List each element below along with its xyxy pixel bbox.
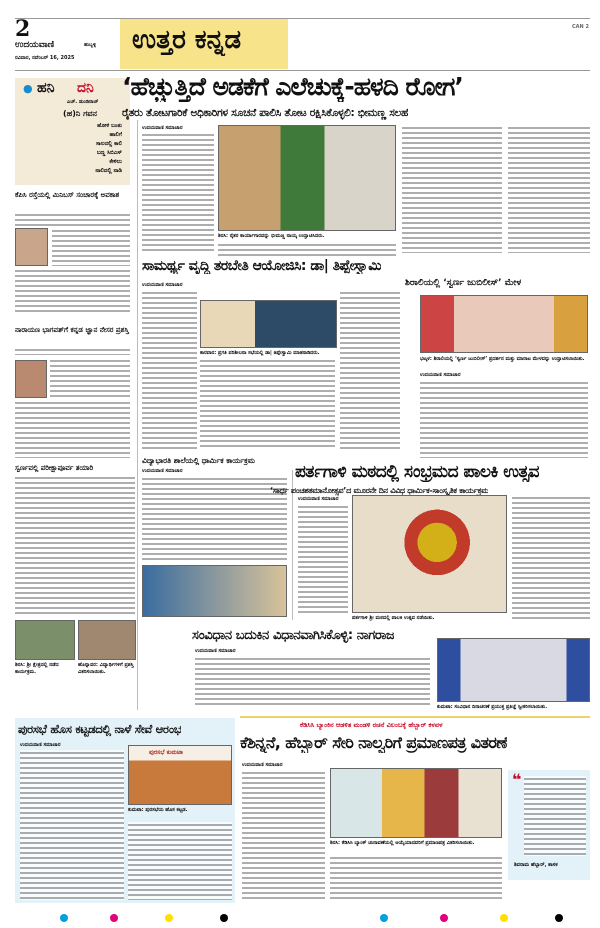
- caption: ಪರ್ತಗಾಳಿ ಶ್ರೀ ಮಠದಲ್ಲಿ ಪಾಲಕಿ ಉತ್ಸವ ನಡೆಯಿತು.: [352, 615, 435, 621]
- lead-subhead: ರೈತರು ತೋಟಗಾರಿಕೆ ಅಧಿಕಾರಿಗಳ ಸೂಚನೆ ಪಾಲಿಸಿ ತೋಟ ರಕ್ಷಿಸಿಕೊಳ್ಳಲಿ: ಭೀಮಣ್ಣ ಸಲಹೆ: [122, 107, 409, 119]
- byline: ಉದಯವಾಣಿ ಸಮಾಚಾರ: [142, 468, 183, 474]
- story5-headline: ಪರ್ತಗಾಳಿ ಮಠದಲ್ಲಿ ಸಂಭ್ರಮದ ಪಾಲಕಿ ಉತ್ಸವ: [295, 462, 540, 482]
- body-text: [420, 380, 588, 458]
- left-story-1-headline: ಕೆಪಿಸಿ ರಸ್ತೆಯಲ್ಲಿ ಮಿನಿಬಸ್ ಸಂಚಾರಕ್ಕೆ ಅವಕಾಶ: [15, 191, 120, 199]
- body-text: [330, 855, 502, 900]
- caption: ಕುಮಟಾ: ಪುರಸಭೆಯ ಹೊಸ ಕಟ್ಟಡ.: [128, 807, 188, 813]
- story7-photo: [128, 745, 232, 805]
- byline: ಉದಯವಾಣಿ ಸಮಾಚಾರ: [298, 496, 339, 502]
- poem: [95, 122, 122, 176]
- drop-icon: ●: [23, 82, 33, 95]
- story3-headline: ಶಿರಾಲಿಯಲ್ಲಿ ‘ಸ್ವರ್ಣ ಜುಬಿಲೀಸ್’ ಮೇಳ: [405, 278, 522, 288]
- building-sign: ಪುರಸಭೆ ಕುಮಟಾ: [149, 749, 184, 756]
- body-text: [15, 212, 130, 226]
- hani-title: ಹನಿ: [37, 80, 55, 96]
- top-rule: [15, 18, 590, 19]
- palki-photo: [352, 495, 507, 613]
- portrait-photo: [15, 228, 48, 266]
- story7-headline: ಪುರಸಭೆ ಹೊಸ ಕಟ್ಟಡದಲ್ಲಿ ನಾಳೆ ಸೇವೆ ಆರಂಭ: [18, 722, 182, 736]
- body-text: [508, 125, 590, 253]
- byline: ಉದಯವಾಣಿ ಸಮಾಚಾರ: [242, 762, 283, 768]
- registration-mark: [380, 914, 388, 922]
- section-title: ಉತ್ತರ ಕನ್ನಡ: [132, 25, 242, 55]
- caption: ಶಿರಸಿ: ಕೆಡಿಸಿಸಿ ಬ್ಯಾಂಕ್ ಚುನಾವಣೆಯಲ್ಲಿ ಆಯ್ಕೆಯಾದವರಿಗೆ ಪ್ರಮಾಣಪತ್ರ ವಿತರಿಸಲಾಯಿತು.: [330, 840, 475, 846]
- poem-title: (ಹ)ನಿ ಗವನ: [63, 109, 98, 118]
- body-text: [340, 290, 400, 450]
- registration-mark: [60, 914, 68, 922]
- poem-line: ಬಣ್ಣ ಸಿಬಿಎಸ್: [96, 150, 122, 156]
- date: ರವಿವಾರ, ನವೆಂಬರ್ 16, 2025: [15, 55, 75, 61]
- quote-author: ಶಿವರಾಮ ಹೆಬ್ಬಾರ್, ಶಾಸಕ: [514, 862, 558, 868]
- poem-line: ಹೋಳಿ ಬಂತು: [97, 123, 122, 129]
- registration-mark: [440, 914, 448, 922]
- body-text: [20, 750, 124, 900]
- poem-line: ಕೇಳಿಲು: [109, 159, 122, 165]
- quote-text: [524, 776, 586, 856]
- portrait-photo: [15, 360, 47, 398]
- body-text: [128, 822, 232, 900]
- body-text: [142, 290, 197, 450]
- left-story-2-headline: ನಾರಾಯಣ ಭಾಗವತ್‌ಗೆ ಕನ್ನಡ ಜ್ಞಾನ ನೇಸರ ಪ್ರಶಸ್ತಿ: [15, 326, 129, 334]
- body-text: [242, 770, 325, 900]
- caption: ಶಿರಸಿ: ರೈತರ ಕಾರ್ಯಾಗಾರವನ್ನು ಭೀಮಣ್ಣ ನಾಯ್ಕ ಉದ್ಘಾಟಿಸಿದರು.: [218, 233, 325, 239]
- story3-photo: [420, 295, 588, 353]
- page-code: CAN 2: [572, 24, 589, 30]
- registration-mark: [165, 914, 173, 922]
- poem-line: ಸಾಲದಲ್ಲಿ ಕಾಲಿ: [96, 141, 122, 147]
- hani-dani-box: [15, 78, 130, 185]
- body-text: [15, 400, 130, 458]
- story4-headline: ವಿದ್ಯಾಭಾರತಿ ಶಾಲೆಯಲ್ಲಿ ಧಾರ್ಮಿಕ ಕಾರ್ಯಕ್ರಮ: [142, 456, 255, 465]
- registration-mark: [555, 914, 563, 922]
- poem-line: ನಾಲಿದಲ್ಲಿ ನಾಡಿ: [95, 168, 122, 174]
- story8-kicker: ಕೆಡಿಸಿಸಿ ಬ್ಯಾಂಕಿನ ಆಡಳಿತ ಮಂಡಳಿ ರಚನೆ ವಿಲಂಬಕ್ಕೆ ಹೆಬ್ಬಾರ್ ಕಳವಳ: [300, 721, 443, 729]
- body-text: [195, 656, 430, 708]
- lead-headline: ‘ಹೆಚ್ಚುತ್ತಿದೆ ಅಡಕೆಗೆ ಎಲೆಚುಕ್ಕೆ-ಹಳದಿ ರೋಗ’: [122, 72, 463, 101]
- body-text: [52, 228, 130, 266]
- body-text: [298, 504, 348, 616]
- story5-subhead: ‘ಸಾರ್ಧ ಪಂಚಶತಮಾನೋತ್ಸವ’ದ ಮೂರನೇ ದಿನ ವಿವಿಧ ಧಾರ್ಮಿಕ-ಸಾಂಸ್ಕೃತಿಕ ಕಾರ್ಯಕ್ರಮ: [270, 486, 489, 495]
- body-text: [15, 268, 130, 312]
- photo: [15, 620, 75, 660]
- story2-headline: ಸಾಮರ್ಥ್ಯ ವೃದ್ಧಿ ತರಬೇತಿ ಆಯೋಜಿಸಿ: ಡಾ| ತಿಪ್ಪೇಸ್ವಾಮಿ: [142, 258, 382, 274]
- dani-title: ದನಿ: [77, 80, 94, 96]
- edition: ಹುಬ್ಬಳ್ಳಿ: [84, 42, 97, 48]
- page-number: 2: [15, 16, 31, 42]
- byline: ಉದಯವಾಣಿ ಸಮಾಚಾರ: [20, 742, 61, 748]
- body-text: [200, 358, 335, 450]
- byline: ಉದಯವಾಣಿ ಸಮಾಚಾರ: [420, 372, 461, 378]
- caption: ಕಾರವಾರ: ಪ್ರಗತಿ ಪರಿಶೀಲನಾ ಸಭೆಯಲ್ಲಿ ಡಾ| ತಿಪ್ಪೇಸ್ವಾಮಿ ಮಾತನಾಡಿದರು.: [200, 350, 320, 356]
- header-rule: [15, 70, 590, 71]
- body-text: [50, 358, 130, 398]
- registration-mark: [110, 914, 118, 922]
- photo: [78, 620, 136, 660]
- byline: ಉದಯವಾಣಿ ಸಮಾಚಾರ: [142, 125, 183, 131]
- story8-photo: [330, 768, 502, 838]
- body-text: [142, 132, 214, 254]
- paper-name: ಉದಯವಾಣಿ: [15, 40, 55, 50]
- caption: ಶಿರಸಿ: ಶ್ರೀ ಕ್ಷೇತ್ರದಲ್ಲಿ ನಡೆದ ಕಾರ್ಯಕ್ರಮ.: [15, 662, 59, 675]
- byline: ಉದಯವಾಣಿ ಸಮಾಚಾರ: [195, 648, 236, 654]
- quote-box: [508, 770, 590, 880]
- body-text: [512, 495, 590, 620]
- kicker-rule: [240, 716, 590, 718]
- column-divider: [137, 120, 138, 710]
- body-text: [15, 475, 135, 615]
- story4-photo: [142, 565, 287, 617]
- story6-photo: [437, 638, 590, 702]
- poem-line: ಹಾಲಿಗೆ: [109, 132, 122, 138]
- byline: ಉದಯವಾಣಿ ಸಮಾಚಾರ: [142, 282, 183, 288]
- quote-icon: ❝: [512, 770, 522, 789]
- body-text: [142, 476, 287, 561]
- section-banner: [120, 19, 288, 69]
- registration-mark: [220, 914, 228, 922]
- body-text: [15, 347, 130, 355]
- body-text: [218, 242, 396, 256]
- lead-photo: [218, 125, 396, 231]
- author: ಎಚ್. ಡುಂಡಿರಾಜ್: [67, 99, 99, 105]
- caption: ಕುಮಟಾ: ಸಂವಿಧಾನ ದಿನಾಚರಣೆ ಪ್ರಯುಕ್ತ ಪ್ರತಿಜ್ಞೆ ಸ್ವೀಕರಿಸಲಾಯಿತು.: [437, 704, 548, 710]
- caption: ಹೊನ್ನಾವರ: ವಿದ್ಯಾರ್ಥಿಗಳಿಗೆ ಪ್ರಶಸ್ತಿ ವಿತರಿಸಲಾಯಿತು.: [78, 662, 134, 675]
- left-story-3-headline: ಸ್ವರ್ಣವಲ್ಲಿ ಪರೀಕ್ಷಾಪೂರ್ವ ತಯಾರಿ: [15, 464, 94, 472]
- story6-headline: ಸಂವಿಧಾನ ಬದುಕಿನ ವಿಧಾನವಾಗಿಸಿಕೊಳ್ಳಿ: ನಾಗರಾಜ: [192, 628, 395, 643]
- body-text: [402, 125, 502, 253]
- caption: ಭಟ್ಕಳ: ಶಿರಾಲಿಯಲ್ಲಿ ‘ಸ್ವರ್ಣ ಜುಬಿಲೀಸ್’ ಪ್ರದರ್ಶನ ಮತ್ತು ಮಾರಾಟ ಮೇಳವನ್ನು ಉದ್ಘಾಟಿಸಲಾಯಿತು.: [420, 356, 585, 362]
- registration-mark: [500, 914, 508, 922]
- story8-headline: ಕೆಶಿನ್ನನೆ, ಹೆಬ್ಬಾರ್ ಸೇರಿ ನಾಲ್ವರಿಗೆ ಪ್ರಮಾಣಪತ್ರ ವಿತರಣೆ: [240, 733, 508, 752]
- story2-photo: [200, 300, 337, 348]
